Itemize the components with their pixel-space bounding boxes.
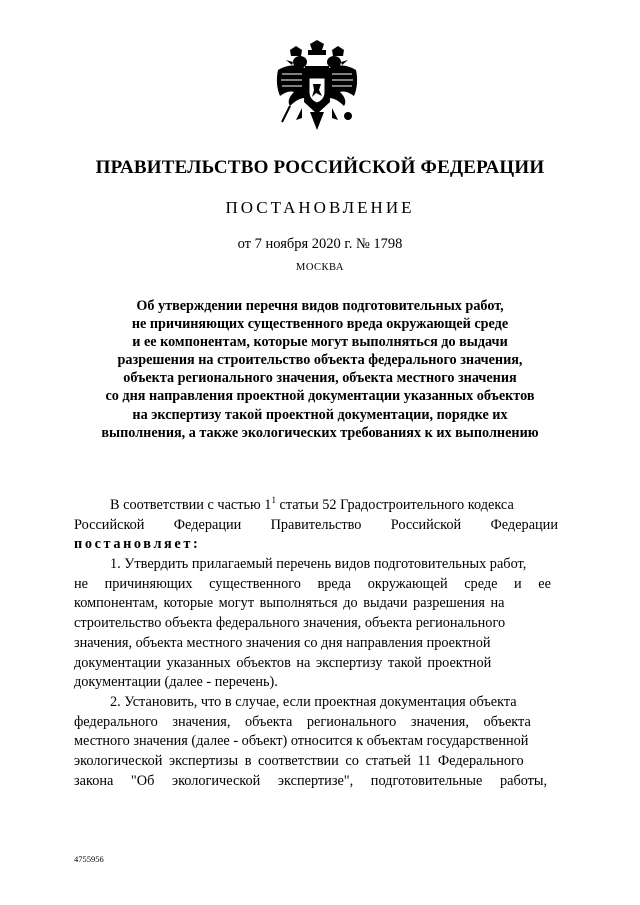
document-type: ПОСТАНОВЛЕНИЕ: [225, 198, 415, 217]
preamble-word: Российской: [74, 516, 145, 533]
paragraph-1-line: не причиняющих существенного вреда окружающей среде и ее: [74, 575, 551, 592]
paragraph-1-line: значения, объекта местного значения со дня направления проектной: [74, 634, 491, 651]
paragraph-preamble-line: [74, 496, 558, 516]
preamble-word: Правительство: [270, 516, 362, 533]
subject-line: на экспертизу такой проектной документации, порядке их: [132, 406, 508, 423]
document-city: МОСКВА: [296, 262, 344, 273]
document-date-number: от 7 ноября 2020 г. № 1798: [237, 236, 403, 252]
paragraph-2-line: экологической экспертизы в соответствии со статьей 11 Федерального: [74, 752, 524, 769]
subject-line: Об утверждении перечня видов подготовительных работ,: [136, 298, 504, 314]
paragraph-preamble-line: [74, 516, 558, 536]
resolution-keyword: постановляет:: [74, 536, 201, 553]
paragraph-1-line: компонентам, которые могут выполняться до выдачи разрешения на: [74, 595, 505, 612]
superscript: 1: [271, 495, 276, 505]
preamble-word: Федерации: [173, 516, 242, 533]
paragraph-2-line: федерального значения, объекта регионального значения, объекта: [74, 713, 531, 730]
preamble-text: В соответствии с частью 1: [110, 497, 272, 513]
government-title: ПРАВИТЕЛЬСТВО РОССИЙСКОЙ ФЕДЕРАЦИИ: [95, 157, 545, 178]
document-subject: [60, 297, 580, 442]
paragraph-1-line: строительство объекта федерального значения, объекта регионального: [74, 615, 506, 632]
subject-line: и ее компонентам, которые могут выполняться до выдачи: [132, 334, 508, 351]
paragraph-1-line: документации указанных объектов на экспертизу такой проектной: [74, 654, 492, 671]
subject-line: со дня направления проектной документации указанных объектов: [105, 388, 535, 405]
document-id: 4755956: [74, 854, 104, 864]
subject-line: разрешения на строительство объекта федерального значения,: [117, 352, 523, 369]
preamble-text: статьи 52 Градостроительного кодекса: [275, 497, 514, 513]
coat-of-arms-icon: [272, 40, 362, 138]
paragraph-2-line: закона "Об экологической экспертизе", подготовительные работы,: [74, 772, 548, 789]
paragraph-2-line: местного значения (далее - объект) относится к объектам государственной: [74, 733, 529, 750]
preamble-word: Российской: [390, 516, 462, 533]
preamble-word: Федерации: [490, 516, 558, 533]
paragraph-1-line: 1. Утвердить прилагаемый перечень видов подготовительных работ,: [110, 556, 527, 573]
document-body: [74, 496, 558, 791]
paragraph-1-line: документации (далее - перечень).: [74, 674, 278, 691]
paragraph-2-line: 2. Установить, что в случае, если проектная документация объекта: [110, 693, 517, 710]
subject-line: выполнения, а также экологических требованиях к их выполнению: [101, 424, 539, 441]
subject-line: объекта регионального значения, объекта местного значения: [123, 370, 517, 387]
subject-line: не причиняющих существенного вреда окружающей среде: [131, 316, 509, 333]
